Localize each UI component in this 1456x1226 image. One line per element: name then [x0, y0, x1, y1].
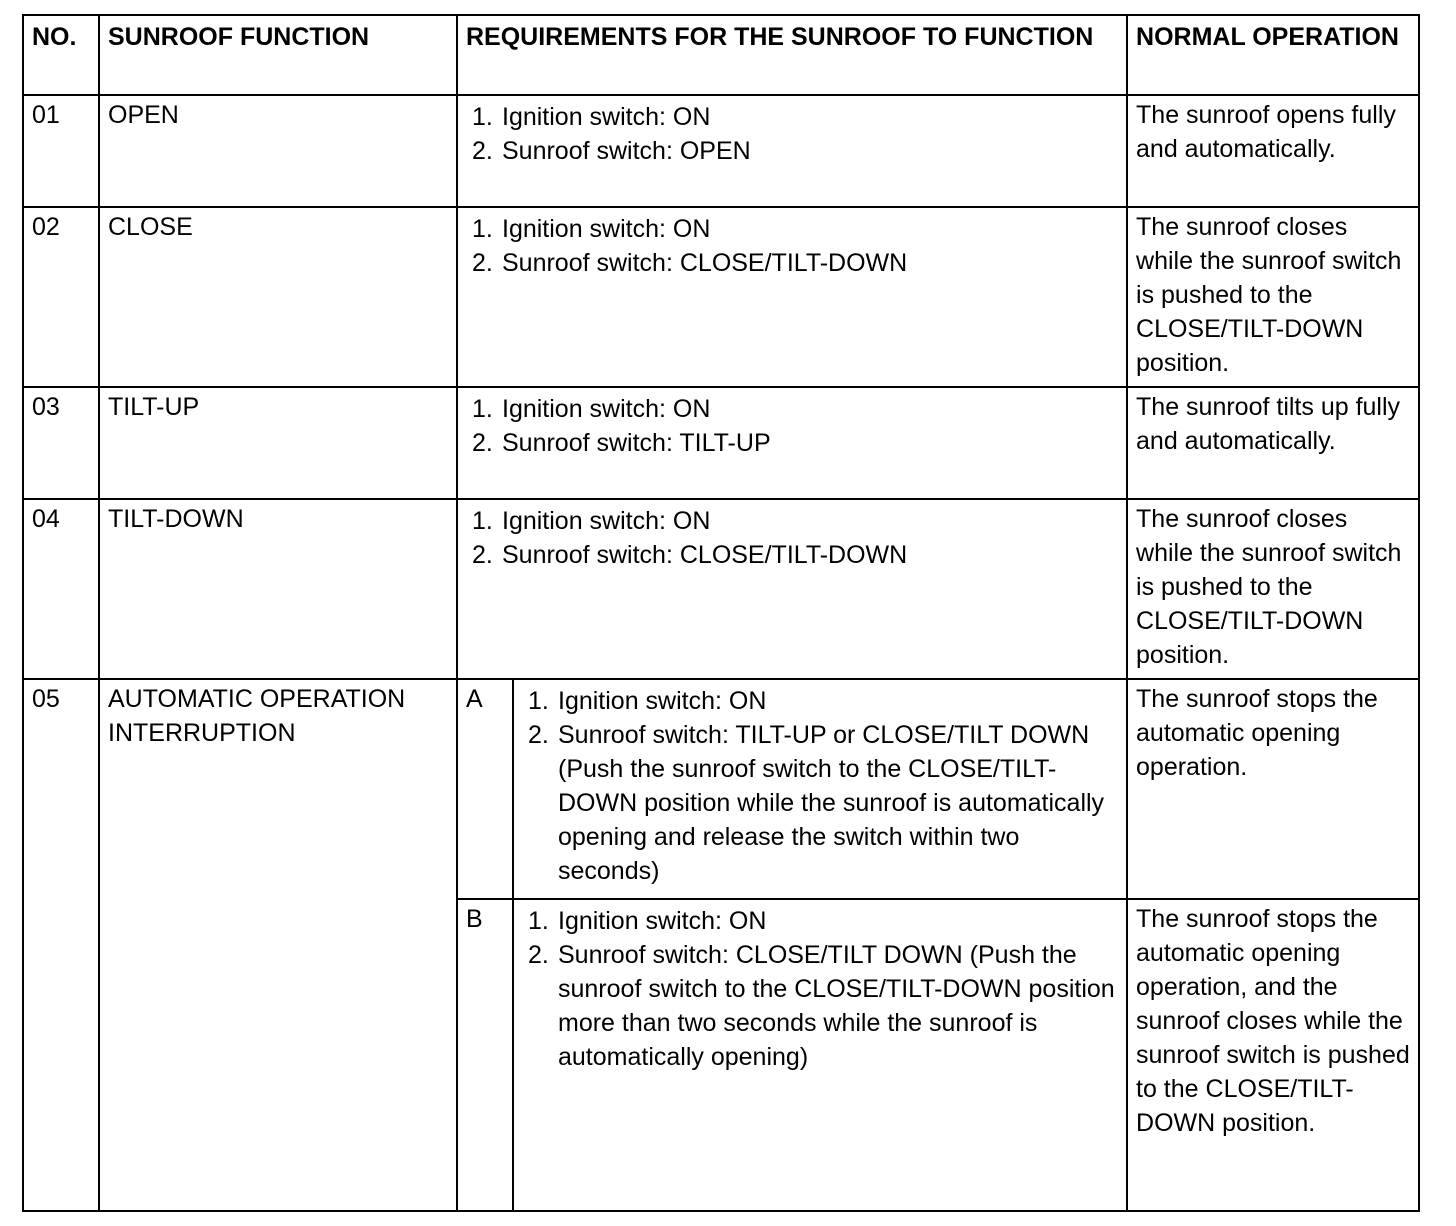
normal-operation: The sunroof opens fully and automatically.: [1127, 95, 1419, 207]
header-normal-operation: NORMAL OPERATION: [1127, 15, 1419, 95]
normal-operation: The sunroof tilts up fully and automatically.: [1127, 387, 1419, 499]
row-number: 04: [23, 499, 99, 679]
requirement-item: [472, 426, 1118, 460]
requirement-text: Sunroof switch: CLOSE/TILT-DOWN: [502, 249, 908, 277]
requirements-cell: [457, 387, 1127, 499]
header-function: SUNROOF FUNCTION: [99, 15, 457, 95]
normal-operation: The sunroof closes while the sunroof switch is pushed to the CLOSE/TILT-DOWN position.: [1127, 499, 1419, 679]
requirement-text: Sunroof switch: OPEN: [502, 137, 751, 165]
normal-operation: The sunroof stops the automatic opening operation, and the sunroof closes while the sunroof switch is pushed to the CLOSE/TILT-DOWN position.: [1127, 899, 1419, 1211]
requirement-item: [528, 904, 1118, 938]
requirement-text: Ignition switch: ON: [502, 395, 711, 423]
row-number: 02: [23, 207, 99, 387]
requirement-number: 1.: [472, 103, 493, 131]
requirement-item: [472, 246, 1118, 280]
requirements-cell: [457, 95, 1127, 207]
table-row: [23, 499, 1419, 679]
requirement-number: 2.: [472, 429, 493, 457]
table-row: [23, 387, 1419, 499]
requirement-text: Sunroof switch: TILT-UP or CLOSE/TILT DOWN (Push the sunroof switch to the CLOSE/TILT-DOWN position while the sunroof is automatically opening and release the switch within two seconds): [558, 721, 1105, 885]
requirement-text: Ignition switch: ON: [502, 103, 711, 131]
requirement-item: [528, 938, 1118, 1074]
requirement-text: Ignition switch: ON: [502, 507, 711, 535]
row-number: 03: [23, 387, 99, 499]
header-row: [23, 15, 1419, 95]
row-number: 01: [23, 95, 99, 207]
requirement-number: 1.: [472, 215, 493, 243]
requirement-number: 1.: [472, 395, 493, 423]
table-row: [23, 679, 1419, 899]
sunroof-function-table: [22, 14, 1420, 1212]
requirement-text: Sunroof switch: CLOSE/TILT-DOWN: [502, 541, 908, 569]
table-row: [23, 207, 1419, 387]
function-name: CLOSE: [99, 207, 457, 387]
requirement-number: 1.: [472, 507, 493, 535]
requirement-text: Ignition switch: ON: [558, 687, 767, 715]
requirement-number: 2.: [528, 941, 549, 969]
requirement-item: [472, 134, 1118, 168]
function-name: TILT-DOWN: [99, 499, 457, 679]
requirements-cell: [457, 207, 1127, 387]
sub-case-label: A: [457, 679, 513, 899]
requirements-cell: [513, 899, 1127, 1211]
requirement-number: 2.: [472, 249, 493, 277]
normal-operation: The sunroof stops the automatic opening operation.: [1127, 679, 1419, 899]
requirement-text: Sunroof switch: CLOSE/TILT DOWN (Push the sunroof switch to the CLOSE/TILT-DOWN position more than two seconds while the sunroof is automatically opening): [558, 941, 1115, 1071]
function-name: TILT-UP: [99, 387, 457, 499]
function-name: AUTOMATIC OPERATION INTERRUPTION: [99, 679, 457, 1211]
requirement-item: [472, 538, 1118, 572]
requirement-item: [472, 392, 1118, 426]
requirement-number: 2.: [472, 541, 493, 569]
requirement-number: 1.: [528, 907, 549, 935]
requirement-number: 2.: [472, 137, 493, 165]
requirement-item: [472, 212, 1118, 246]
normal-operation: The sunroof closes while the sunroof switch is pushed to the CLOSE/TILT-DOWN position.: [1127, 207, 1419, 387]
requirement-text: Ignition switch: ON: [502, 215, 711, 243]
requirement-item: [528, 718, 1118, 888]
requirements-cell: [513, 679, 1127, 899]
requirement-number: 1.: [528, 687, 549, 715]
table-row: [23, 95, 1419, 207]
row-number: 05: [23, 679, 99, 1211]
requirement-item: [528, 684, 1118, 718]
header-requirements: REQUIREMENTS FOR THE SUNROOF TO FUNCTION: [457, 15, 1127, 95]
requirements-cell: [457, 499, 1127, 679]
requirement-text: Ignition switch: ON: [558, 907, 767, 935]
sub-case-label: B: [457, 899, 513, 1211]
function-name: OPEN: [99, 95, 457, 207]
requirement-item: [472, 504, 1118, 538]
requirement-text: Sunroof switch: TILT-UP: [502, 429, 771, 457]
requirement-number: 2.: [528, 721, 549, 749]
requirement-item: [472, 100, 1118, 134]
header-no: NO.: [23, 15, 99, 95]
